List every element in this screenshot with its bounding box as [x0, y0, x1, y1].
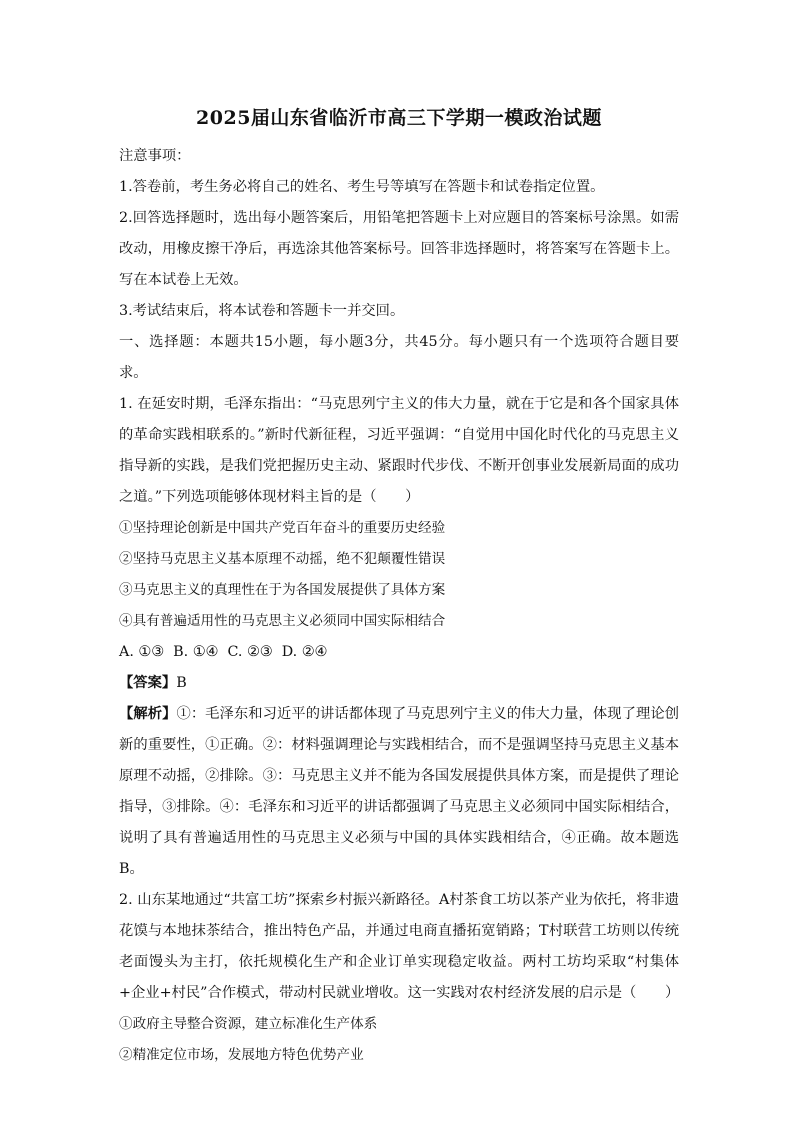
- question-1-option-2: ②坚持马克思主义基本原理不动摇，绝不犯颠覆性错误: [119, 551, 446, 567]
- section-heading: 一、选择题：本题共15小题，每小题3分，共45分。每小题只有一个选项符合题目要求。: [119, 334, 679, 381]
- notice-heading: 注意事项：: [119, 148, 191, 164]
- notice-item-3: 3.考试结束后，将本试卷和答题卡一并交回。: [119, 303, 405, 319]
- question-2-stem: 2. 山东某地通过“共富工坊”探索乡村振兴新路径。A村茶食工坊以茶产业为依托，将非遗花馍与本地抹茶结合，推出特色产品，并通过电商直播拓宽销路；T村联营工坊则以传统老面馒头为主打，依托规模化生产和企业订单实现稳定收益。两村工坊均采取“村集体+企业+村民”合作模式，带动村民就业增收。这一实践对农村经济发展的启示是（ ）: [119, 892, 680, 1001]
- analysis-text: ①：毛泽东和习近平的讲话都体现了马克思列宁主义的伟大力量，体现了理论创新的重要性，①正确。②：材料强调理论与实践相结合，而不是强调坚持马克思主义基本原理不动摇，②排除。③：马克思主义并不能为各国发展提供具体方案，而是提供了理论指导，③排除。④：毛泽东和习近平的讲话都强调了马克思主义必须同中国实际相结合，说明了具有普遍适用性的马克思主义必须与中国的具体实践相结合，④正确。故本题选B。: [119, 706, 680, 877]
- question-1-option-3: ③马克思主义的真理性在于为各国发展提供了具体方案: [119, 582, 446, 598]
- question-1-option-1: ①坚持理论创新是中国共产党百年奋斗的重要历史经验: [119, 520, 446, 536]
- document-page: [119, 95, 679, 1071]
- analysis-tag: 【解析】: [119, 706, 177, 722]
- question-1-option-4: ④具有普遍适用性的马克思主义必须同中国实际相结合: [119, 613, 446, 629]
- answer-tag: 【答案】: [119, 675, 177, 691]
- question-2-option-2: ②精准定位市场，发展地方特色优势产业: [119, 1047, 364, 1063]
- question-1-stem: 1. 在延安时期，毛泽东指出：“马克思列宁主义的伟大力量，就在于它是和各个国家具体的革命实践相联系的。”新时代新征程，习近平强调：“自觉用中国化时代化的马克思主义指导新的实践，是我们党把握历史主动、紧跟时代步伐、不断开创事业发展新局面的成功之道。”下列选项能够体现材料主旨的是（ ）: [119, 396, 679, 505]
- notice-item-2: 2.回答选择题时，选出每小题答案后，用铅笔把答题卡上对应题目的答案标号涂黑。如需改动，用橡皮擦干净后，再选涂其他答案标号。回答非选择题时，将答案写在答题卡上。写在本试卷上无效。: [119, 210, 679, 288]
- question-2-option-1: ①政府主导整合资源，建立标准化生产体系: [119, 1016, 378, 1032]
- question-1-choices: A. ①③ B. ①④ C. ②③ D. ②④: [119, 644, 328, 660]
- question-1-analysis: [119, 699, 679, 885]
- answer-value: B: [176, 675, 187, 691]
- document-title: 2025届山东省临沂市高三下学期一模政治试题: [196, 107, 602, 129]
- notice-item-1: 1.答卷前，考生务必将自己的姓名、考生号等填写在答题卡和试卷指定位置。: [119, 179, 605, 195]
- question-1-answer: [119, 668, 679, 699]
